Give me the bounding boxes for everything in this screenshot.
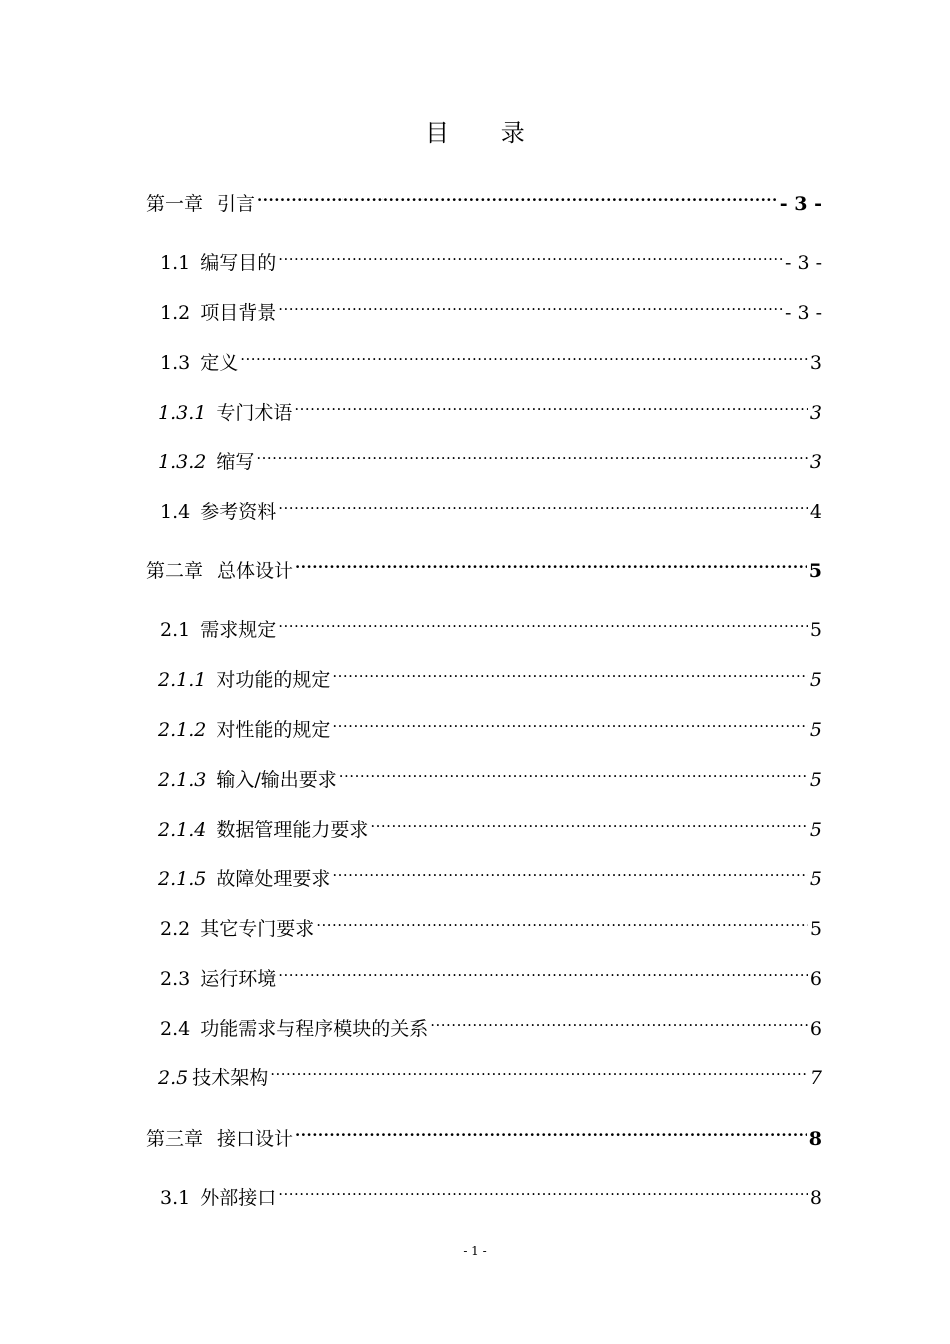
dot-leader — [278, 241, 783, 269]
toc-entry-title: 数据管理能力要求 — [216, 819, 369, 841]
toc-entry-page: 8 — [808, 1128, 822, 1150]
dot-leader — [295, 1117, 807, 1145]
dot-leader — [278, 608, 808, 636]
toc-entry-2-1-1[interactable] — [158, 658, 822, 691]
toc-entry-3-1[interactable] — [160, 1176, 822, 1209]
toc-entry-number: 第三章 — [146, 1128, 204, 1150]
toc-entry-2-2[interactable] — [160, 907, 822, 940]
toc-entry-2-1-3[interactable] — [158, 758, 822, 791]
dot-leader — [430, 1007, 808, 1035]
toc-entry-title: 外部接口 — [200, 1187, 277, 1209]
toc-entry-page: 6 — [809, 1018, 822, 1040]
toc-entry-number: 2.1.5 — [158, 868, 207, 890]
toc-entry-title: 缩写 — [216, 451, 255, 473]
toc-entry-number: 第一章 — [146, 193, 204, 215]
dot-leader — [332, 857, 808, 885]
toc-entry-page: 3 — [809, 352, 822, 374]
toc-entry-page: 5 — [808, 560, 822, 582]
toc-entry-number: 1.3 — [160, 352, 191, 374]
toc-entry-number: 2.4 — [160, 1018, 191, 1040]
toc-entry-title: 其它专门要求 — [200, 918, 315, 940]
toc-entry-number: 1.3.2 — [158, 451, 207, 473]
toc-entry-page: - 3 - — [784, 252, 822, 274]
toc-entry-number: 2.1.3 — [158, 769, 207, 791]
dot-leader — [294, 391, 808, 419]
toc-entry-title: 项目背景 — [200, 302, 277, 324]
toc-entry-page: 5 — [809, 619, 822, 641]
toc-entry-number: 1.4 — [160, 501, 191, 523]
dot-leader — [257, 182, 778, 210]
toc-entry-page: 5 — [809, 868, 822, 890]
dot-leader — [332, 708, 808, 736]
toc-entry-number: 2.1 — [160, 619, 191, 641]
toc-entry-title: 技术架构 — [192, 1067, 269, 1089]
toc-entry-2-1-4[interactable] — [158, 808, 822, 841]
toc-entry-title: 对功能的规定 — [216, 669, 331, 691]
toc-entry-page: 6 — [809, 968, 822, 990]
toc-entry-number: 2.1.2 — [158, 719, 207, 741]
toc-entry-1-4[interactable] — [160, 490, 822, 523]
dot-leader — [240, 341, 808, 369]
toc-entry-title: 输入/输出要求 — [216, 769, 337, 791]
dot-leader — [332, 658, 808, 686]
toc-entry-title: 功能需求与程序模块的关系 — [200, 1018, 429, 1040]
toc-entry-title: 故障处理要求 — [216, 868, 331, 890]
dot-leader — [316, 907, 808, 935]
toc-entry-title: 参考资料 — [200, 501, 277, 523]
toc-entry-page: - 3 - — [779, 193, 822, 215]
toc-entry-2-5[interactable] — [158, 1056, 822, 1089]
dot-leader — [278, 291, 783, 319]
dot-leader — [339, 758, 808, 786]
toc-entry-title: 引言 — [217, 193, 256, 215]
toc-entry-number: 第二章 — [146, 560, 204, 582]
toc-entry-number: 2.1.1 — [158, 669, 207, 691]
toc-entry-number: 1.2 — [160, 302, 191, 324]
toc-entry-title: 定义 — [200, 352, 239, 374]
toc-entry-page: 5 — [809, 918, 822, 940]
dot-leader — [270, 1056, 808, 1084]
toc-entry-2-3[interactable] — [160, 957, 822, 990]
toc-entry-2-1-2[interactable] — [158, 708, 822, 741]
toc-entry-chapter-1[interactable] — [146, 182, 822, 215]
toc-entry-2-4[interactable] — [160, 1007, 822, 1040]
dot-leader — [278, 957, 808, 985]
toc-entry-title: 对性能的规定 — [216, 719, 331, 741]
toc-entry-2-1[interactable] — [160, 608, 822, 641]
toc-entry-page: - 3 - — [784, 302, 822, 324]
toc-entry-page: 8 — [809, 1187, 822, 1209]
toc-entry-chapter-2[interactable] — [146, 549, 822, 582]
toc-entry-1-3-2[interactable] — [158, 440, 822, 473]
toc-entry-title: 专门术语 — [216, 402, 293, 424]
toc-entry-1-3[interactable] — [160, 341, 822, 374]
dot-leader — [278, 1176, 808, 1204]
page-title: 目 录 — [425, 119, 547, 147]
toc-entry-title: 运行环境 — [200, 968, 277, 990]
toc-entry-page: 3 — [809, 402, 822, 424]
toc-entry-title: 需求规定 — [200, 619, 277, 641]
toc-entry-title: 接口设计 — [217, 1128, 294, 1150]
dot-leader — [256, 440, 808, 468]
toc-entry-title: 总体设计 — [217, 560, 294, 582]
toc-entry-page: 5 — [809, 669, 822, 691]
toc-entry-number: 2.2 — [160, 918, 191, 940]
toc-entry-page: 3 — [809, 451, 822, 473]
toc-entry-page: 5 — [809, 819, 822, 841]
toc-entry-1-2[interactable] — [160, 291, 822, 324]
dot-leader — [295, 549, 807, 577]
toc-entry-page: 5 — [809, 719, 822, 741]
toc-entry-number: 3.1 — [160, 1187, 191, 1209]
dot-leader — [278, 490, 808, 518]
toc-entry-number: 1.1 — [160, 252, 191, 274]
page-number-footer: - 1 - — [463, 1244, 487, 1258]
dot-leader — [370, 808, 808, 836]
toc-entry-number: 2.3 — [160, 968, 191, 990]
toc-entry-1-1[interactable] — [160, 241, 822, 274]
toc-entry-chapter-3[interactable] — [146, 1117, 822, 1150]
toc-entry-page: 5 — [809, 769, 822, 791]
toc-entry-1-3-1[interactable] — [158, 391, 822, 424]
toc-entry-2-1-5[interactable] — [158, 857, 822, 890]
toc-entry-title: 编写目的 — [200, 252, 277, 274]
toc-entry-page: 4 — [809, 501, 822, 523]
toc-entry-number: 2.1.4 — [158, 819, 207, 841]
toc-entry-number: 2.5 — [158, 1067, 189, 1089]
toc-entry-page: 7 — [809, 1067, 822, 1089]
toc-entry-number: 1.3.1 — [158, 402, 207, 424]
